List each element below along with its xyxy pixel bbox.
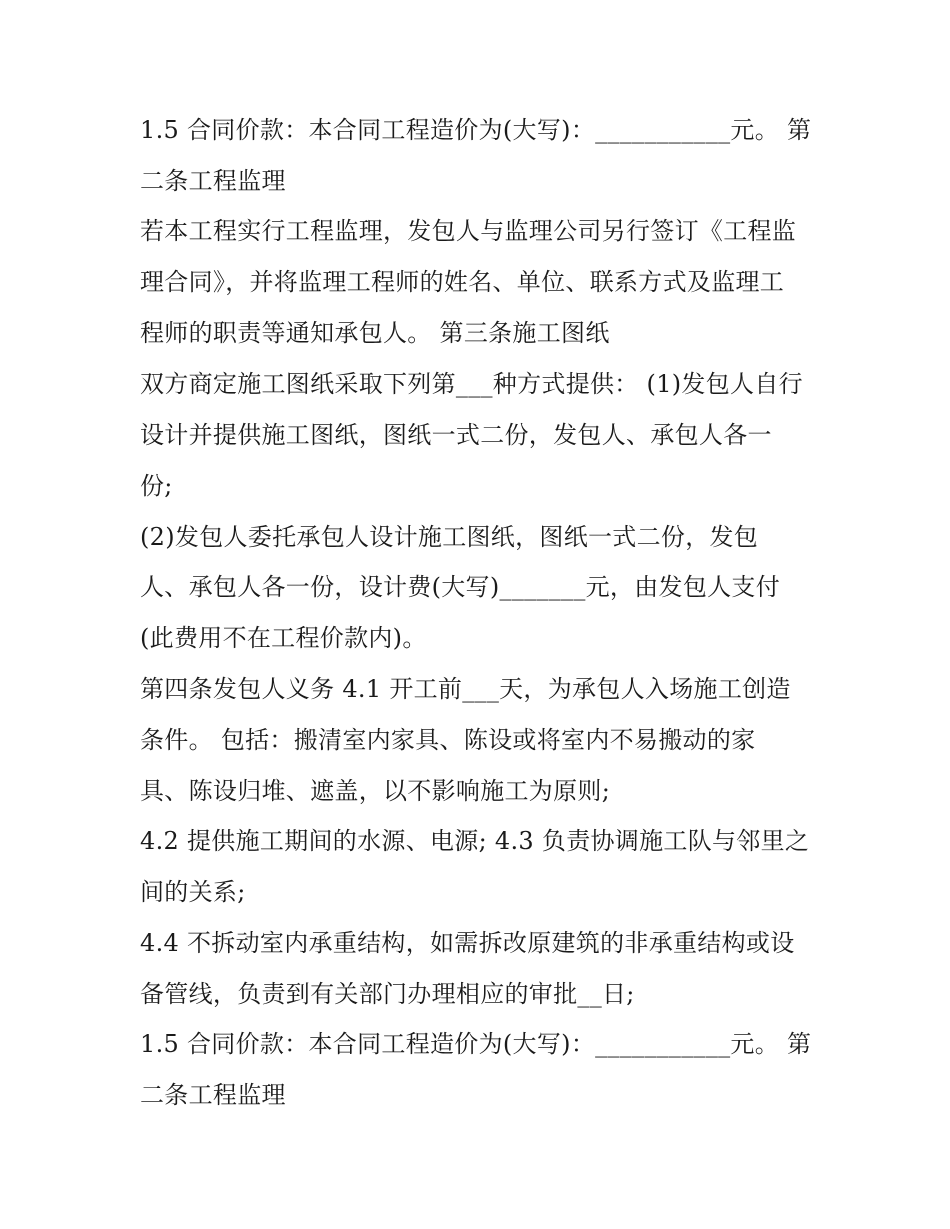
text-line: 第四条发包人义务 4.1 开工前___天，为承包人入场施工创造 [140, 675, 791, 703]
text-line: (此费用不在工程价款内)。 [140, 624, 427, 652]
text-line: 备管线，负责到有关部门办理相应的审批__日; [140, 980, 635, 1008]
text-line: 二条工程监理 [140, 1081, 286, 1109]
text-line: 二条工程监理 [140, 167, 286, 195]
text-line: 人、承包人各一份，设计费(大写)_______元，由发包人支付 [140, 573, 781, 601]
text-line: (2)发包人委托承包人设计施工图纸，图纸一式二份，发包 [140, 523, 759, 551]
text-line: 设计并提供施工图纸，图纸一式二份，发包人、承包人各一 [140, 421, 772, 449]
text-line: 具、陈设归堆、遮盖，以不影响施工为原则; [140, 777, 611, 805]
text-line: 份; [140, 472, 173, 500]
text-line: 4.4 不拆动室内承重结构，如需拆改原建筑的非承重结构或设 [140, 929, 795, 957]
text-line: 理合同》，并将监理工程师的姓名、单位、联系方式及监理工 [140, 268, 785, 296]
text-line: 条件。 包括：搬清室内家具、陈设或将室内不易搬动的家 [140, 726, 756, 754]
text-line: 4.2 提供施工期间的水源、电源; 4.3 负责协调施工队与邻里之 [140, 827, 810, 855]
text-line: 程师的职责等通知承包人。 第三条施工图纸 [140, 319, 610, 347]
text-line: 1.5 合同价款：本合同工程造价为(大写)：___________元。 第 [140, 116, 812, 144]
text-line: 双方商定施工图纸采取下列第___种方式提供： (1)发包人自行 [140, 370, 803, 398]
text-line: 若本工程实行工程监理，发包人与监理公司另行签订《工程监 [140, 217, 797, 245]
text-line: 间的关系; [140, 878, 246, 906]
text-line: 1.5 合同价款：本合同工程造价为(大写)：___________元。 第 [140, 1030, 812, 1058]
